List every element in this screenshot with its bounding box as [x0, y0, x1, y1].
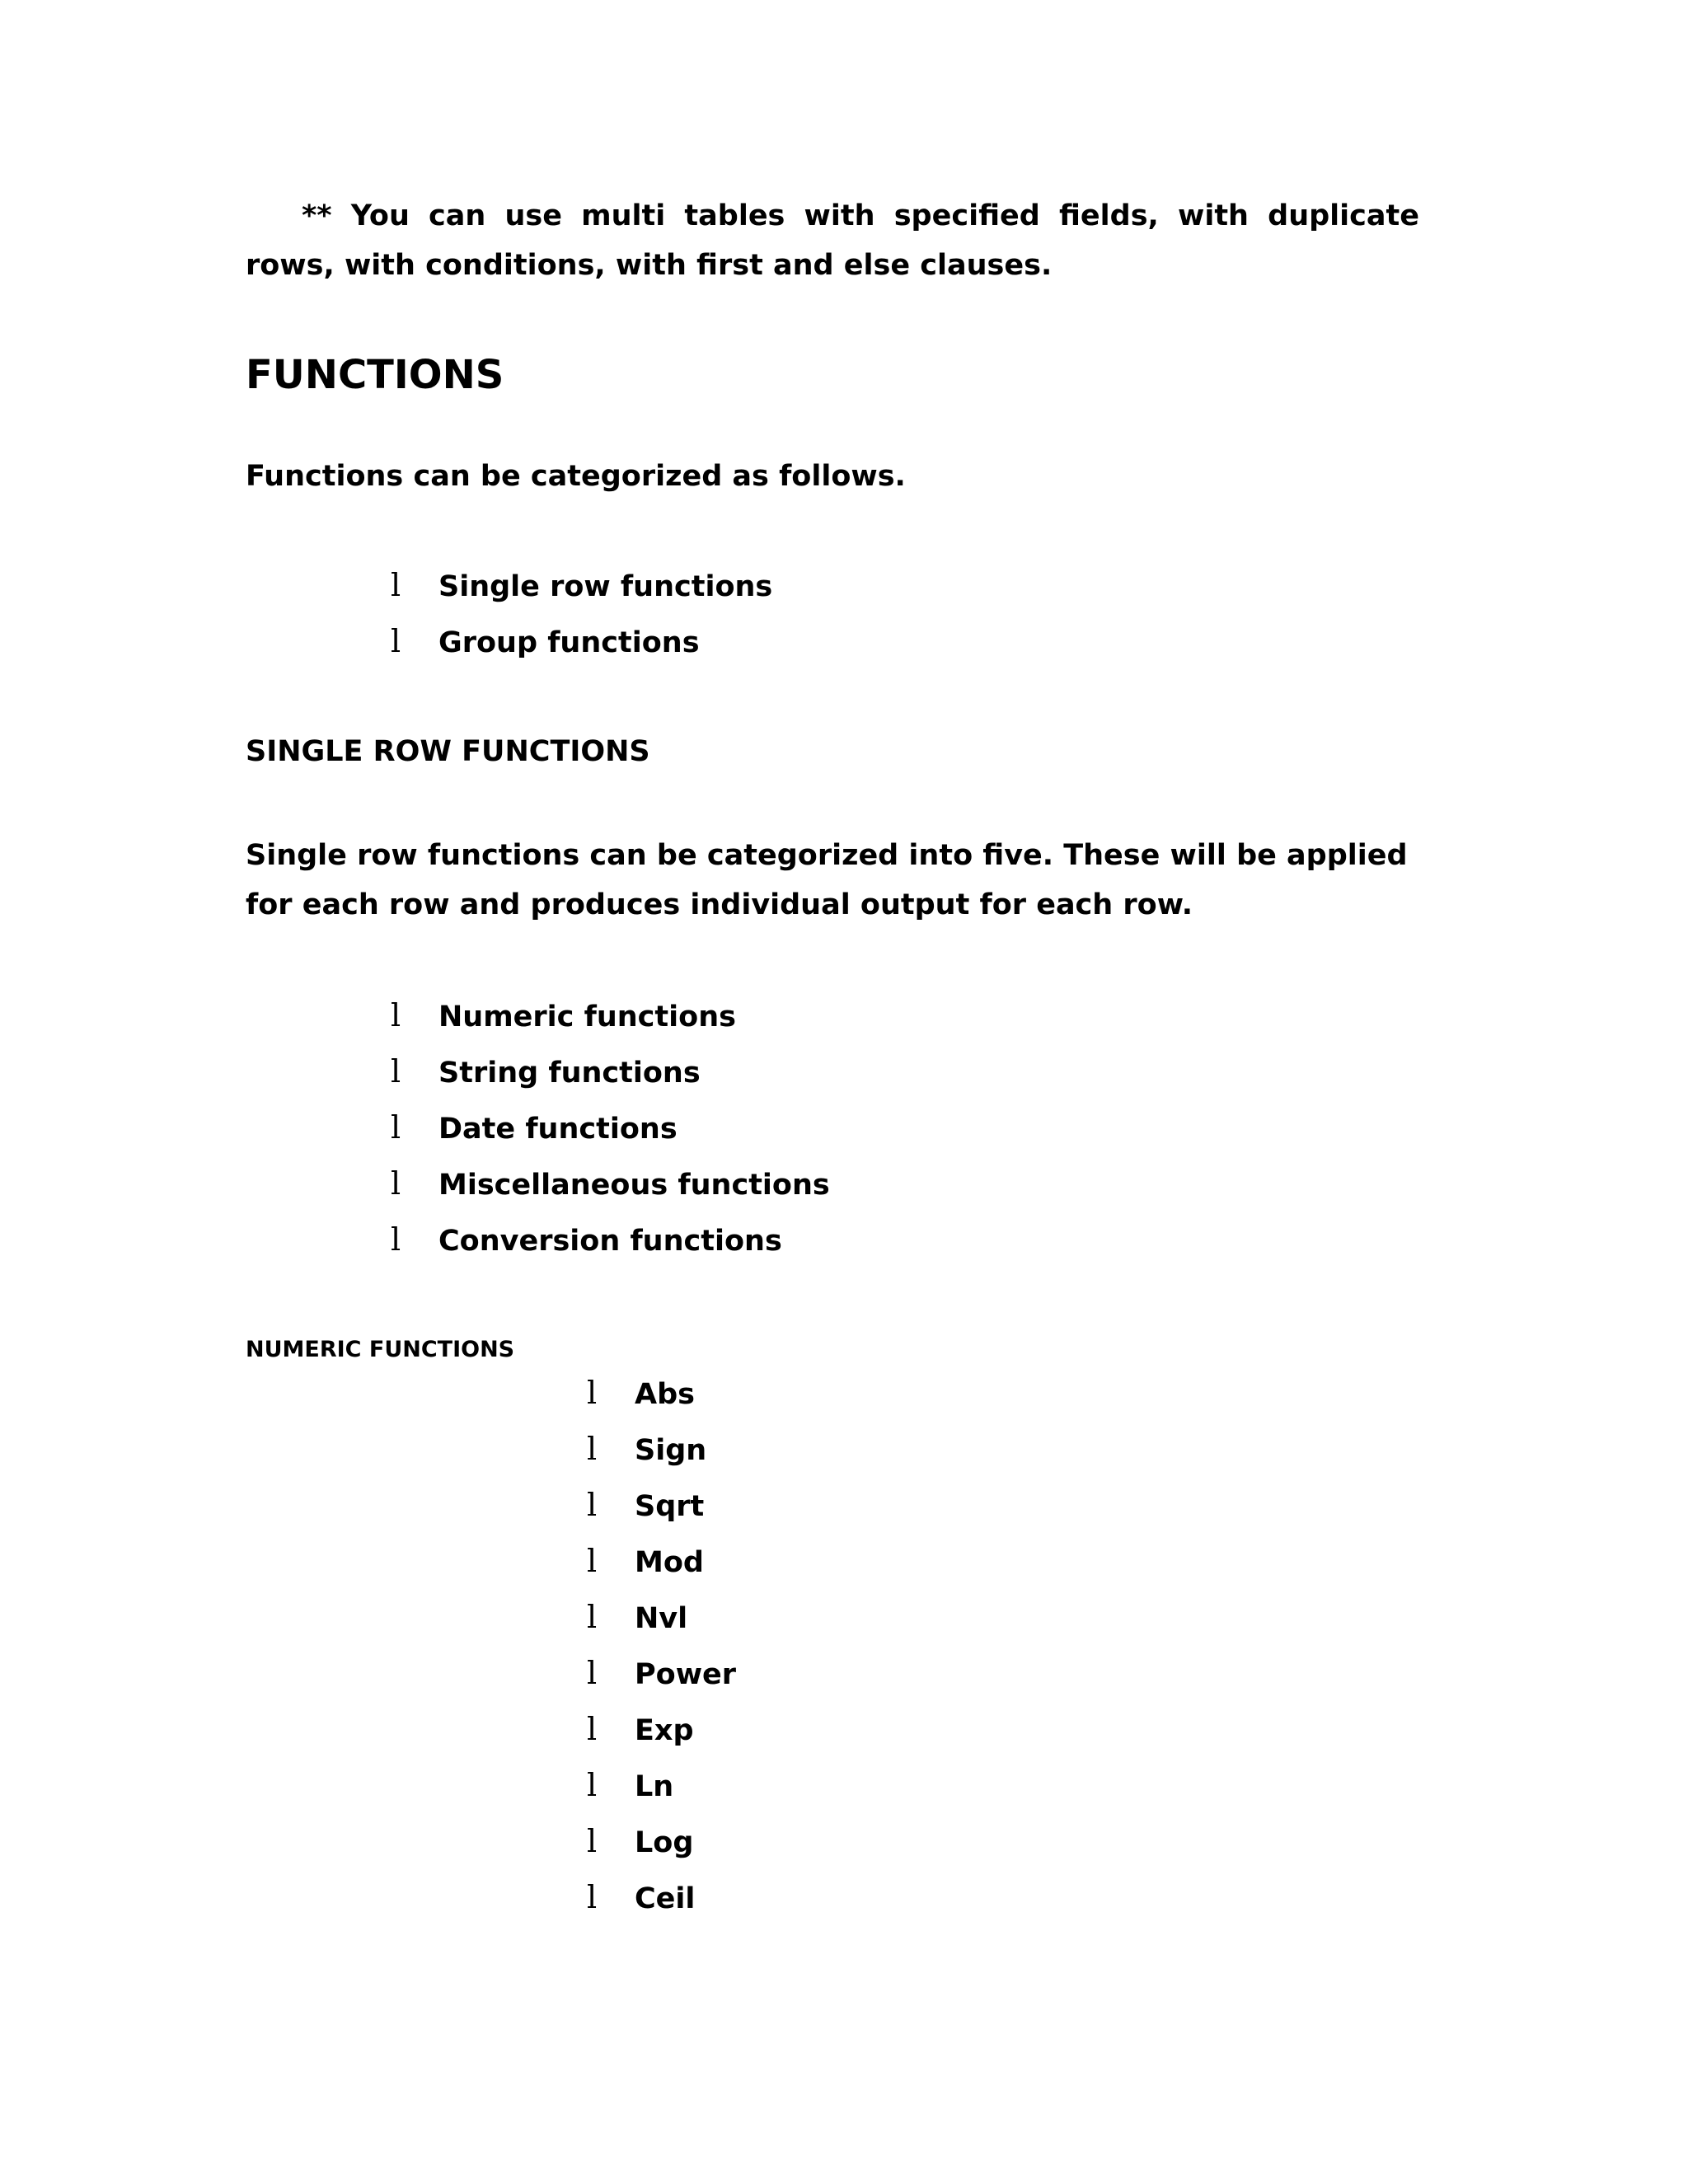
single-row-types-list	[391, 987, 830, 1268]
bullet-icon: l	[587, 1599, 598, 1635]
bullet-icon: l	[587, 1711, 598, 1747]
list-item	[587, 1421, 736, 1477]
bullet-icon: l	[587, 1879, 598, 1915]
bullet-icon: l	[391, 997, 401, 1033]
list-item	[391, 1155, 830, 1212]
list-item-label: Sign	[635, 1434, 707, 1467]
list-item-label: Conversion functions	[438, 1225, 782, 1258]
list-item-label: Log	[635, 1826, 694, 1859]
list-item	[391, 557, 772, 613]
heading-numeric-functions: NUMERIC FUNCTIONS	[246, 1337, 515, 1362]
list-item-label: Numeric functions	[438, 1001, 736, 1033]
list-item-label: Sqrt	[635, 1490, 705, 1523]
list-item	[587, 1813, 736, 1869]
list-item	[587, 1869, 736, 1925]
list-item	[587, 1533, 736, 1589]
bullet-icon: l	[391, 1053, 401, 1090]
list-item	[587, 1365, 736, 1421]
bullet-icon: l	[391, 1109, 401, 1146]
list-item	[391, 1099, 830, 1155]
list-item	[391, 987, 830, 1043]
list-item	[391, 1043, 830, 1099]
list-item	[391, 1212, 830, 1268]
function-categories-list	[391, 557, 772, 669]
list-item-label: Ln	[635, 1770, 674, 1803]
list-item-label: Ceil	[635, 1882, 696, 1915]
bullet-icon: l	[587, 1487, 598, 1523]
heading-single-row-functions: SINGLE ROW FUNCTIONS	[246, 735, 650, 768]
list-item-label: Miscellaneous functions	[438, 1169, 830, 1202]
bullet-icon: l	[587, 1543, 598, 1579]
list-item-label: String functions	[438, 1057, 701, 1090]
bullet-icon: l	[587, 1767, 598, 1803]
list-item	[587, 1477, 736, 1533]
heading-functions: FUNCTIONS	[246, 352, 504, 398]
list-item-label: Date functions	[438, 1113, 678, 1146]
list-item-label: Abs	[635, 1378, 695, 1411]
list-item-label: Single row functions	[438, 570, 773, 603]
bullet-icon: l	[391, 623, 401, 659]
list-item-label: Nvl	[635, 1602, 688, 1635]
functions-intro: Functions can be categorized as follows.	[246, 460, 906, 493]
list-item	[587, 1589, 736, 1645]
list-item	[587, 1757, 736, 1813]
bullet-icon: l	[391, 1165, 401, 1202]
bullet-icon: l	[587, 1823, 598, 1859]
list-item-label: Group functions	[438, 626, 700, 659]
list-item-label: Exp	[635, 1714, 694, 1747]
bullet-icon: l	[391, 1221, 401, 1258]
list-item	[391, 613, 772, 669]
bullet-icon: l	[587, 1655, 598, 1691]
intro-paragraph: ** You can use multi tables with specified fields, with duplicate rows, with conditions, with first and else clauses.	[246, 199, 1419, 282]
list-item-label: Mod	[635, 1546, 704, 1579]
list-item	[587, 1701, 736, 1757]
bullet-icon: l	[391, 567, 401, 603]
single-row-description: Single row functions can be categorized into five. These will be applied for each row and produces individual output for each row.	[246, 839, 1408, 921]
list-item-label: Power	[635, 1658, 737, 1691]
bullet-icon: l	[587, 1375, 598, 1411]
numeric-functions-list	[587, 1365, 736, 1925]
list-item	[587, 1645, 736, 1701]
bullet-icon: l	[587, 1431, 598, 1467]
